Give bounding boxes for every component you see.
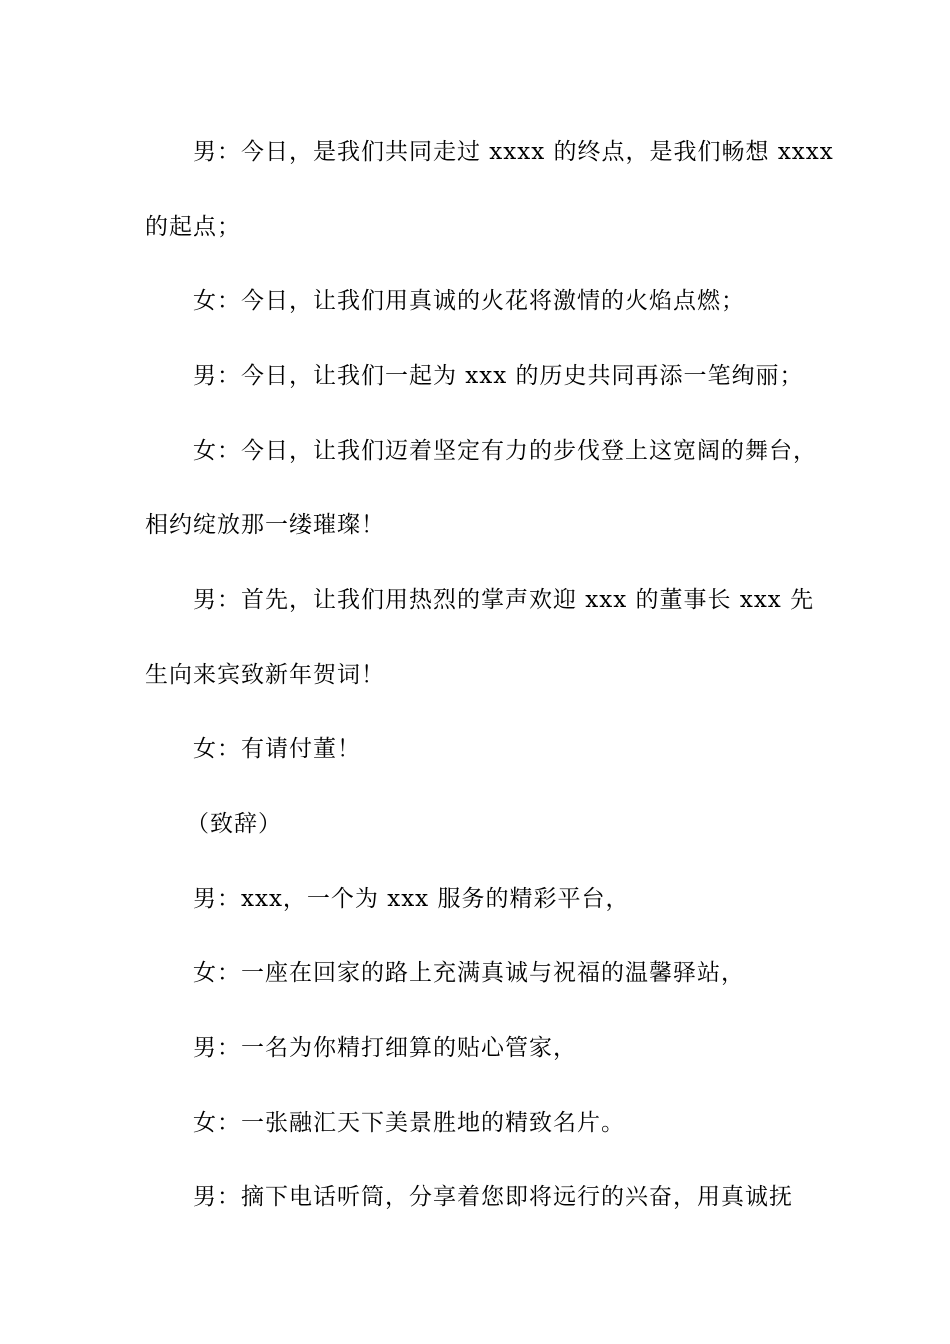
text-line: 男：xxx，一个为 xxx 服务的精彩平台，	[193, 886, 630, 912]
text-line: 女：有请付董！	[193, 736, 361, 762]
text-line: 相约绽放那一缕璀璨！	[145, 512, 385, 538]
stage-direction: （致辞）	[186, 811, 282, 837]
text-line: 生向来宾致新年贺词！	[145, 662, 385, 688]
text-line: 男：今日，是我们共同走过 xxxx 的终点，是我们畅想 xxxx	[193, 139, 834, 165]
text-line: 男：今日，让我们一起为 xxx 的历史共同再添一笔绚丽；	[193, 363, 804, 389]
text-line: 男：一名为你精打细算的贴心管家，	[193, 1035, 577, 1061]
text-line: 女：一座在回家的路上充满真诚与祝福的温馨驿站，	[193, 960, 745, 986]
text-line: 女：今日，让我们用真诚的火花将激情的火焰点燃；	[193, 288, 745, 314]
text-line: 男：摘下电话听筒，分享着您即将远行的兴奋，用真诚抚	[193, 1184, 793, 1210]
text-line: 女：一张融汇天下美景胜地的精致名片。	[193, 1110, 625, 1136]
text-line: 男：首先，让我们用热烈的掌声欢迎 xxx 的董事长 xxx 先	[193, 587, 815, 613]
text-line: 女：今日，让我们迈着坚定有力的步伐登上这宽阔的舞台，	[193, 438, 817, 464]
text-line: 的起点；	[145, 214, 241, 240]
